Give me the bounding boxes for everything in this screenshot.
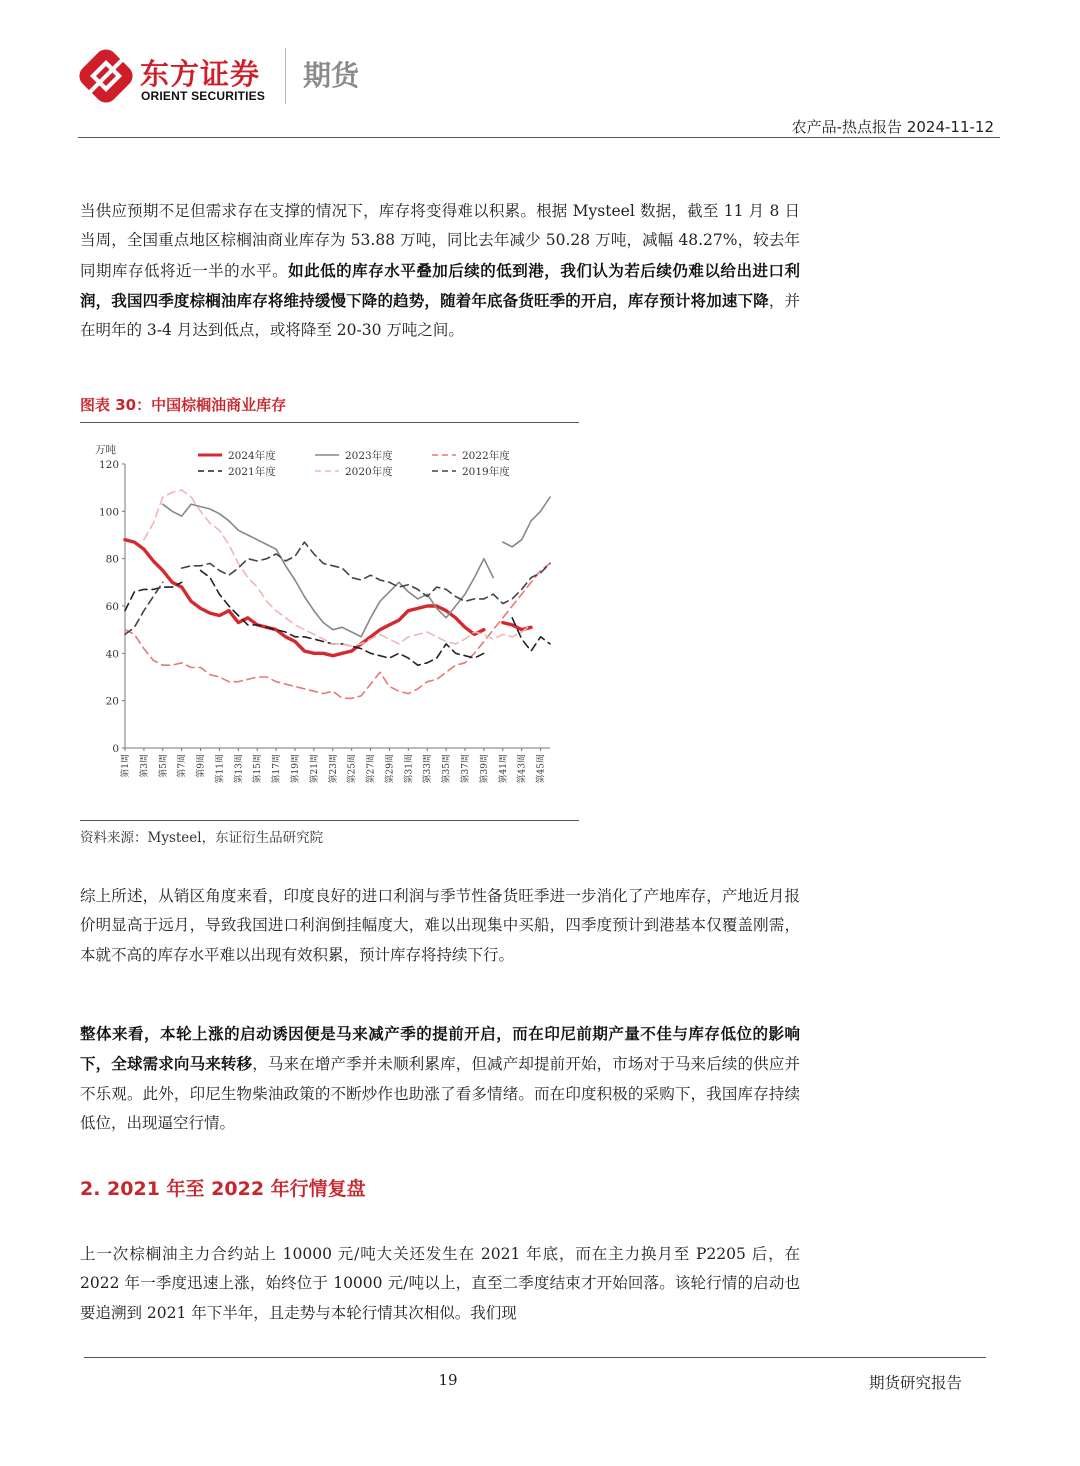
company-name-en: ORIENT SECURITIES [141, 89, 266, 103]
figure-title: 图表 30：中国棕榈油商业库存 [80, 396, 287, 414]
paragraph-summary: 综上所述，从销区角度来看，印度良好的进口利润与季节性备货旺季进一步消化了产地库存，产地近月报价明显高于远月，导致我国进口利润倒挂幅度大，难以出现集中买船，四季度预计到港基本仅覆盖刚需，本就不高的库存水平难以出现有效积累，预计库存将持续下行。 [80, 887, 800, 964]
x-tick-label: 第31周 [404, 754, 415, 784]
inventory-line-chart [80, 424, 579, 818]
y-tick-label: 100 [98, 506, 119, 519]
footer-label: 期货研究报告 [868, 1374, 962, 1392]
orient-securities-logo-icon [78, 48, 134, 104]
series-line [125, 563, 550, 698]
y-unit-label: 万吨 [95, 444, 116, 456]
paragraph-overall-bold: 整体来看，本轮上涨的启动诱因便是马来减产季的提前开启，而在印尼前期产量不佳与库存低位的影响下，全球需求向马来转移 [80, 1024, 800, 1074]
header-rule [78, 137, 1000, 138]
legend-label: 2021年度 [228, 466, 276, 478]
footer-rule [84, 1357, 986, 1358]
y-axis [99, 459, 125, 755]
legend-label: 2024年度 [228, 450, 276, 462]
y-tick-label: 80 [105, 553, 119, 566]
division-label: 期货 [303, 59, 360, 92]
paragraph-overall-plain: ，马来在增产季并未顺利累库，但减产却提前开始，市场对于马来后续的供应并不乐观。此外，印尼生物柴油政策的不断炒作也助涨了看多情绪。而在印度积极的采购下，我国库存持续低位，出现逼空行情。 [80, 1055, 800, 1132]
x-tick-label: 第21周 [309, 754, 320, 784]
legend-label: 2022年度 [462, 450, 510, 462]
x-tick-label: 第43周 [517, 754, 528, 784]
x-tick-label: 第29周 [385, 754, 396, 784]
y-tick-label: 20 [105, 695, 119, 708]
y-tick-label: 60 [105, 601, 119, 613]
series-line [503, 497, 550, 547]
x-tick-label: 第1周 [121, 754, 131, 778]
paragraph-overall [80, 1019, 800, 1138]
x-tick-label: 第25周 [347, 754, 358, 784]
x-tick-label: 第37周 [461, 754, 471, 784]
paragraph-inventory-bold: 如此低的库存水平叠加后续的低到港，我们认为若后续仍难以给出进口利润，我国四季度棕榈油库存将维持缓慢下降的趋势，随着年底备货旺季的开启，库存预计将加速下降 [80, 260, 800, 310]
plot-area [125, 490, 550, 698]
y-tick-label: 0 [112, 743, 119, 755]
x-tick-label: 第15周 [253, 754, 264, 784]
legend-label: 2023年度 [345, 450, 393, 462]
paragraph-inventory [80, 197, 800, 345]
x-tick-label: 第7周 [177, 754, 188, 778]
y-tick-label: 120 [98, 459, 119, 471]
x-tick-label: 第41周 [498, 754, 509, 784]
section-heading: 2. 2021 年至 2022 年行情复盘 [80, 1178, 366, 1200]
x-tick-label: 第39周 [479, 754, 490, 784]
x-tick-label: 第23周 [328, 754, 339, 784]
x-tick-label: 第9周 [196, 754, 207, 778]
figure-rule-bottom [80, 820, 579, 821]
paragraph-inventory-tail: ，并在明年的 3-4 月达到低点，或将降至 20-30 万吨之间。 [80, 291, 800, 340]
x-axis [119, 748, 550, 783]
figure-rule-top [80, 422, 579, 423]
x-tick-label: 第3周 [139, 754, 150, 778]
series-line [512, 618, 550, 651]
x-tick-label: 第19周 [291, 754, 301, 784]
paragraph-review: 上一次棕榈油主力合约站上 10000 元/吨大关还发生在 2021 年底，而在主力换月至 P2205 后，在 2022 年一季度迅速上涨，始终位于 10000 元/吨以上，直至二季度结束才开始回落。该轮行情的启动也要追溯到 2021 年下半年，且走势与本轮行情其次相似。我们现 [80, 1245, 800, 1322]
x-tick-label: 第5周 [158, 754, 169, 778]
chart-legend [198, 449, 510, 478]
legend-label: 2019年度 [462, 466, 510, 478]
x-tick-label: 第11周 [215, 754, 226, 784]
x-tick-label: 第33周 [423, 754, 434, 784]
x-tick-label: 第35周 [442, 754, 453, 784]
paragraph-inventory-plain: 当供应预期不足但需求存在支撑的情况下，库存将变得难以积累。根据 Mysteel 数据，截至 11 月 8 日当周，全国重点地区棕榈油商业库存为 53.88 万吨，同比去年减少 50.28 万吨，减幅 48.27%，较去年同期库存低将近一半的水平。 [80, 202, 800, 280]
x-tick-label: 第17周 [272, 754, 283, 784]
series-line [144, 490, 531, 646]
series-line [125, 582, 182, 610]
series-line [201, 571, 484, 666]
report-tag: 农产品-热点报告 2024-11-12 [791, 118, 994, 136]
company-name-cn: 东方证券 [140, 57, 261, 91]
y-tick-label: 40 [105, 648, 119, 661]
series-line [182, 542, 550, 604]
logo-divider [285, 48, 286, 104]
legend-label: 2020年度 [345, 466, 393, 478]
x-tick-label: 第27周 [366, 754, 377, 784]
page-number: 19 [438, 1371, 458, 1389]
figure-source: 资料来源：Mysteel，东证衍生品研究院 [80, 830, 324, 846]
x-tick-label: 第13周 [234, 754, 245, 784]
x-tick-label: 第45周 [536, 754, 547, 784]
series-line [163, 504, 494, 637]
